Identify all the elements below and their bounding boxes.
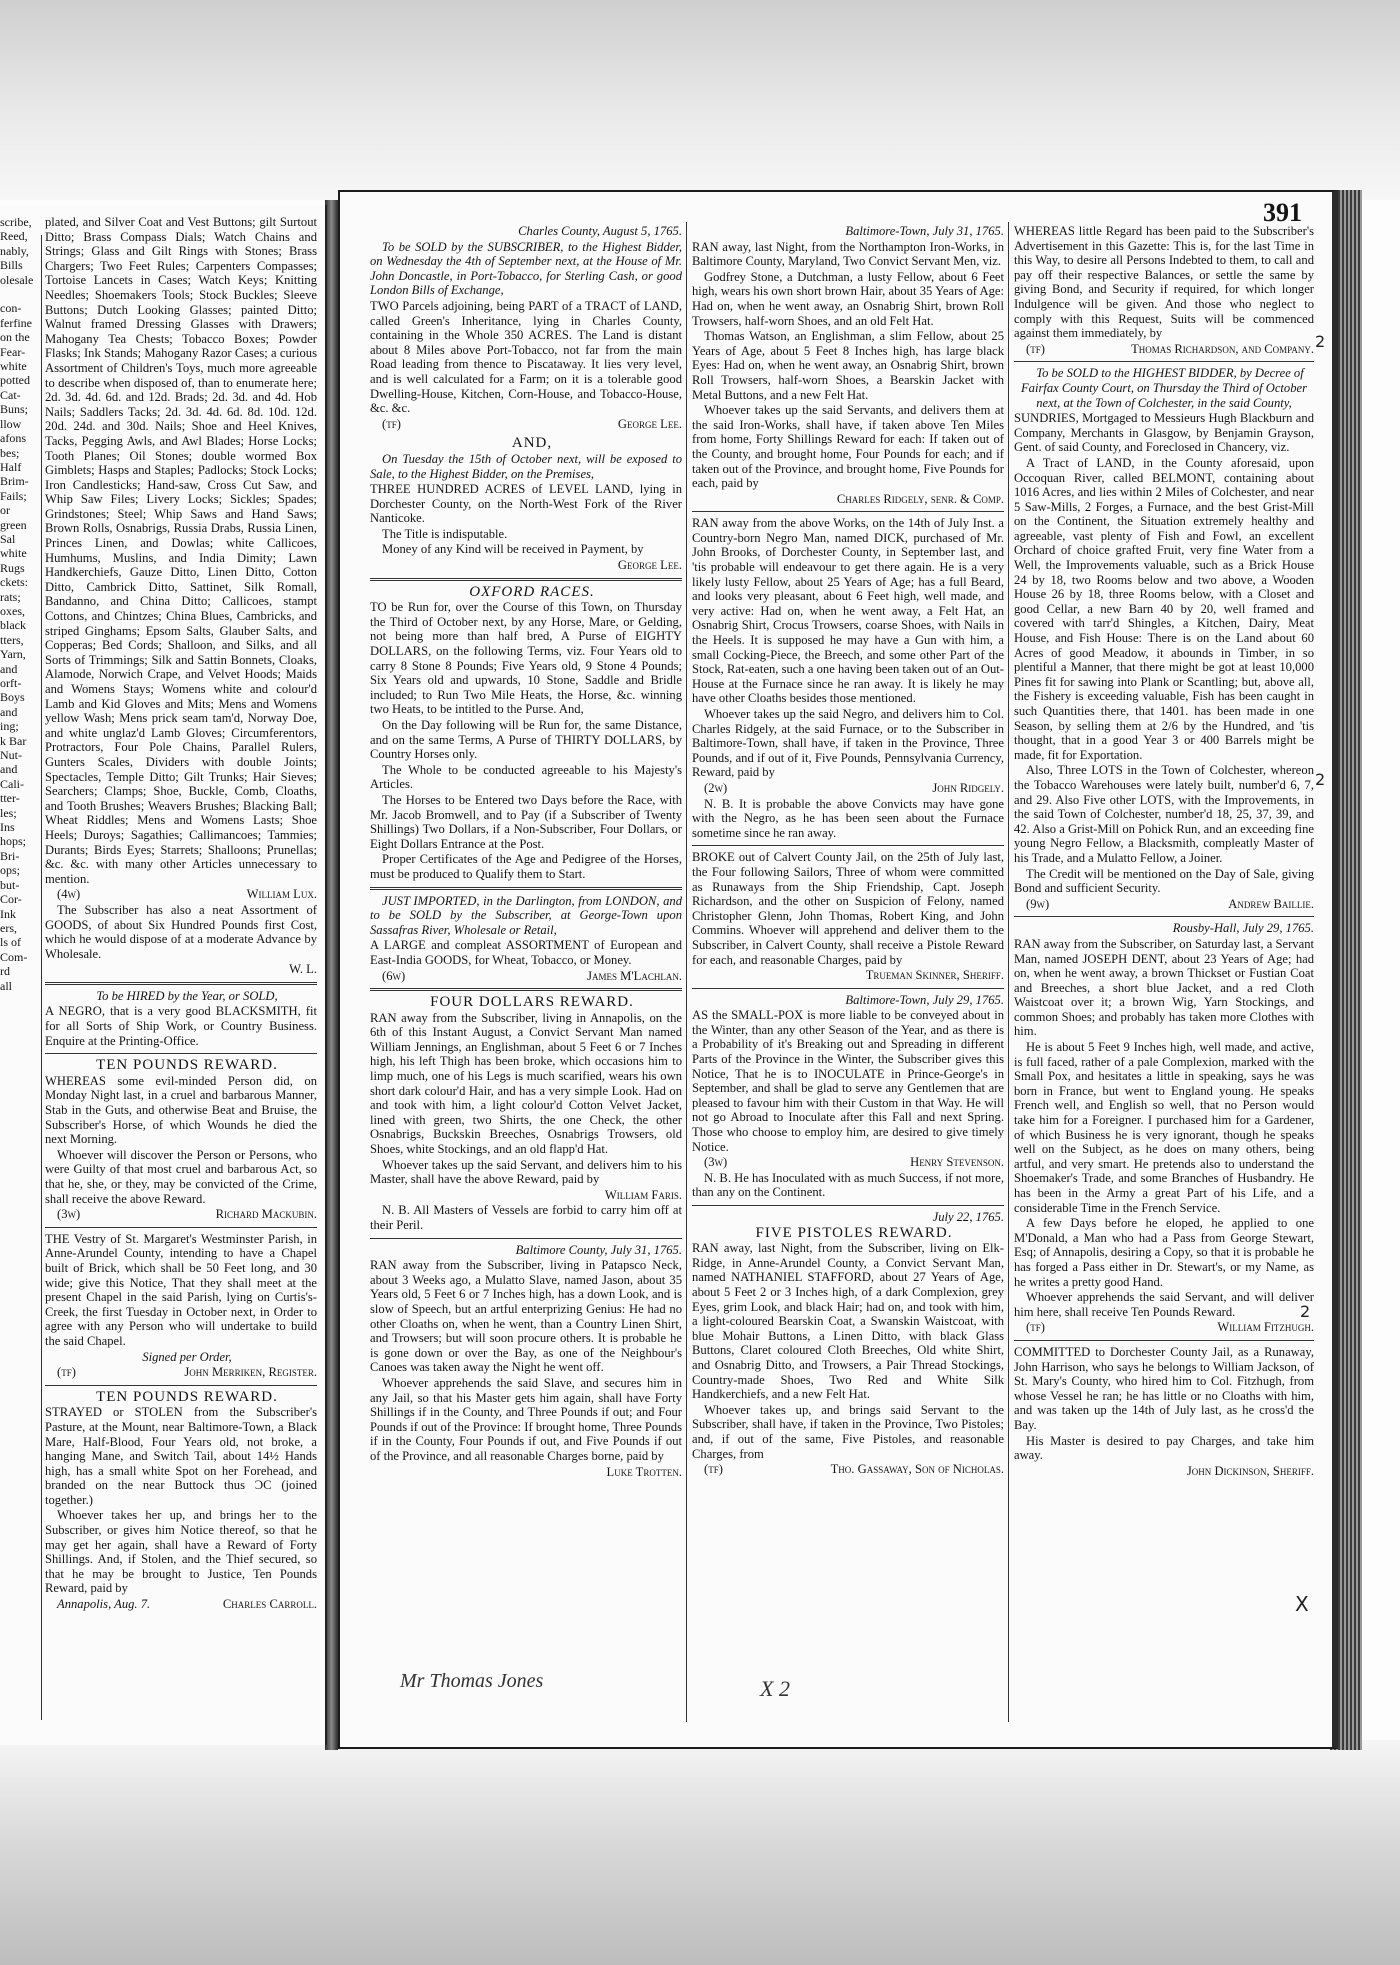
signature: W. L. (289, 962, 317, 977)
cut-off-fragment: Rugs (0, 560, 25, 575)
ad-text: RAN away from the Subscriber, living in Annapolis, on the 6th of this Instant August, a Convict Servant Man named William Jennings, an Englishman, about 5 Feet 6 or 7 Inches high, his left Thigh has been broke, which occasions him to limp much, one of his Legs is much scarified, wears his own short dark colour'd Hair, and has a very simple Look. Had on and took with him, a light colour'd Cotton Velvet Jacket, lined with green, two Shirts, the one Check, the other Osnabrigs, Buckskin Breeches, Osnabrigs Trowsers, old Shoes, white Stockings, and an old flapp'd Hat. (370, 1010, 682, 1157)
small-pox-ad (692, 993, 1004, 1200)
ad-mark: (2w) (704, 780, 728, 795)
cut-off-fragment: Reed, (0, 229, 28, 244)
dateline: Charles County, August 5, 1765. (518, 224, 682, 238)
cut-off-fragment: black (0, 618, 26, 633)
divider (692, 511, 1004, 512)
richardson-notice-ad (1014, 224, 1314, 356)
cut-off-fragment: rd (0, 964, 10, 979)
dateline: July 22, 1765. (932, 1210, 1004, 1224)
cut-off-fragment: Cat- (0, 387, 21, 402)
cut-off-fragment: Fear- (0, 344, 26, 359)
cut-off-fragment: llow (0, 416, 22, 431)
charles-county-land-ad (370, 224, 682, 431)
cut-off-fragment: Boys (0, 690, 25, 705)
baltimore-county-slave-ad (370, 1243, 682, 1480)
ad-heading: To be SOLD to the HIGHEST BIDDER, by Decree of Fairfax County Court, on Thursday the Third of October next, at the Town of Colchester, in the said County, (1020, 366, 1308, 410)
ad-mark: (3w) (57, 1207, 81, 1222)
lux-goods-ad (45, 215, 317, 977)
cut-off-fragment: and (0, 661, 18, 676)
ad-text: Whoever will discover the Person or Persons, who were Guilty of that most cruel and barbarous Act, so that he, she, or they, may be convicted of the Crime, shall receive the above Reward. (45, 1147, 317, 1206)
cut-off-fragment: afons (0, 431, 26, 446)
divider (1014, 1340, 1314, 1341)
hire-ad (45, 989, 317, 1048)
ad-text: The Subscriber has also a neat Assortment of GOODS, of about Six Hundred Pounds first Cost, which he would dispose of at a moderate Advance by Wholesale. (45, 902, 317, 961)
cut-off-fragment: con- (0, 301, 22, 316)
cut-off-fragment: hops; (0, 834, 27, 849)
ad-text: The Whole to be conducted agreeable to his Majesty's Articles. (370, 762, 682, 792)
ad-title: FIVE PISTOLES REWARD. (755, 1224, 953, 1241)
signature: Charles Carroll. (222, 1597, 317, 1612)
ad-text: Godfrey Stone, a Dutchman, a lusty Fellow, about 6 Feet high, wears his own short brown Hair, about 35 Years of Age: Had on, when he went away, an Osnabrig Shirt, brown Roll Trowsers, half-worn Shoes, and an old Felt Hat. (692, 269, 1004, 328)
signature: Andrew Baillie. (1228, 896, 1314, 911)
cut-off-fragment: Ins (0, 820, 15, 835)
ad-text: A Tract of LAND, in the County aforesaid, upon Occoquan River, called BELMONT, containing about 1016 Acres, and lies within 2 Miles of Colchester, and near 5 Saw-Mills, 2 Forges, a Furnace, and the best Grist-Mill on the Continent, the Situation extremely healthy and agreeable, vast plenty of Fish and Fowl, an excellent Orchard of choice grafted Fruit, very fine Water from a Well, the Improvements valuable, such as a Brick House 24 by 18, two Rooms below and two above, a Wooden House 26 by 18, three Rooms below, with a Closet and good Cellar, a new Barn 40 by 20, well framed and covered with tarr'd Shingles, a Kitchen, Dairy, Meat House, and Fish House: There is on the Land about 60 Acres of good Meadow, it abounds in Timber, in so plentiful a Manner, that there might be got at least 10,000 Pines fit for sawing into Plank or Scantling; but, above all, the Fishery is exceeding valuable, Fish has been caught in such Quantities there, that 1401. has been made in one Season, by selling them at 2/6 by the Hundred, and 'tis thought, that in a good Year 3 or 400 Barrels might be made, fit for Exportation. (1014, 455, 1314, 762)
ad-text: RAN away, last Night, from the Northampton Iron-Works, in Baltimore County, Maryland, Two Convict Servant Men, viz. (692, 239, 1004, 269)
page-number: 391 (1263, 198, 1302, 227)
ad-mark: (tf) (704, 1462, 723, 1477)
cut-off-fragment: Com- (0, 949, 28, 964)
cut-off-fragment: ckets: (0, 575, 28, 590)
signature: William Lux. (246, 887, 317, 902)
cut-off-fragment: tter- (0, 791, 20, 806)
ad-heading: JUST IMPORTED, in the Darlington, from LONDON, and to be SOLD by the Subscriber, at George-Town upon Sassafras River, Wholesale or Retail, (370, 893, 682, 937)
four-dollars-reward-ad (370, 995, 682, 1233)
ad-text: The Credit will be mentioned on the Day of Sale, giving Bond and sufficient Security. (1014, 866, 1314, 896)
signature: Tho. Gassaway, Son of Nicholas. (830, 1462, 1004, 1477)
cut-off-fragment: on the (0, 330, 30, 345)
right-page (338, 190, 1338, 1749)
imported-goods-ad (370, 894, 682, 984)
ad-text: A LARGE and compleat ASSORTMENT of European and East-India GOODS, for Wheat, Tobacco, or Money. (370, 938, 682, 967)
signature: William Fitzhugh. (1217, 1320, 1314, 1335)
ad-text: Proper Certificates of the Age and Pedigree of the Horses, must be produced to Qualify them to Start. (370, 852, 682, 881)
margin-mark: 2 (1300, 1302, 1311, 1321)
signature: Henry Stevenson. (910, 1155, 1004, 1170)
oxford-races-ad (370, 585, 682, 882)
cut-off-fragment: Bri- (0, 848, 20, 863)
ad-text: Whoever takes her up, and brings her to the Subscriber, or gives him Notice thereof, so that he may get her again, shall have a Reward of Forty Shillings. And, if Stolen, and the Thief secured, so that he may be brought to Justice, Ten Pounds Reward, paid by (45, 1508, 317, 1596)
ad-title: AND, (511, 435, 553, 452)
column-rule (41, 235, 42, 1720)
ad-text: TO be Run for, over the Course of this Town, on Thursday the Third of October next, by any Horse, Mare, or Gelding, not being more than half bred, A Purse of EIGHTY DOLLARS, on the following Terms, viz. Four Years old to carry 8 Stone 8 Pounds; Five Years old, 9 Stone 4 Pounds; Six Years old and upwards, 10 Stone, Saddle and Bridle included; to Run Two Mile Heats, the Horse, &c. winning two Heats, to be intitled to the Purse. And, (370, 600, 682, 717)
ad-text: Whoever takes up the said Servant, and delivers him to his Master, shall have the above Reward, paid by (370, 1157, 682, 1187)
cut-off-fragment: and (0, 762, 18, 777)
divider (45, 1227, 317, 1228)
column-two (692, 224, 1004, 1722)
divider (45, 982, 317, 985)
cut-off-fragment: Half (0, 459, 22, 474)
divider (370, 1238, 682, 1239)
divider (692, 988, 1004, 989)
ad-text: TWO Parcels adjoining, being PART of a TRACT of LAND, called Green's Inheritance, lying in Charles County, containing in the Whole 350 ACRES. The Land is distant about 8 Miles above Port-Tobacco, not far from the main Road leading from thence to Piscataway. It lies very level, and is well calculated for a Farm; on it is a tolerable good Dwelling-House, Kitchen, Corn-House, and Tobacco-House, &c. &c. (370, 298, 682, 416)
cut-off-fragment: olesale (0, 272, 34, 287)
cut-off-fragment: ls of (0, 935, 21, 950)
cut-off-fragment: Brim- (0, 474, 29, 489)
cut-off-fragment: orft- (0, 676, 22, 690)
dick-runaway-ad (692, 516, 1004, 840)
cut-off-fragment: Cali- (0, 776, 24, 791)
signature: John Ridgely. (932, 780, 1004, 795)
ad-mark: (6w) (382, 968, 406, 983)
cut-off-fragment: Cor- (0, 892, 22, 907)
ad-text: RAN away from the Subscriber, on Saturday last, a Servant Man, named JOSEPH DENT, about 23 Years of Age; had on, when he went away, a brown Thickset or Fustian Coat and Breeches, a short blue Jacket, and a red Cloth Waistcoat over it; a brown Wig, Yarn Stockings, and common Shoes; and probably has taken more Clothes with him. (1014, 936, 1314, 1039)
cut-off-fragment: nably, (0, 243, 29, 258)
cut-off-fragment: white (0, 359, 27, 374)
signature: John Dickinson, Sheriff. (1186, 1463, 1314, 1478)
divider (692, 845, 1004, 846)
ad-text: Whoever takes up the said Servants, and delivers them at the said Iron-Works, shall have, if taken above Ten Miles from home, Forty Shillings Reward for each: If taken out of the County, and brought home, Four Pounds for each; and if taken out of the Province, and brought home, Five Pounds for each, paid by (692, 403, 1004, 491)
ad-note: N. B. It is probable the above Convicts may have gone with the Negro, as he has been seen about the Furnace sometime since he ran away. (692, 796, 1004, 840)
ad-text: WHEREAS little Regard has been paid to the Subscriber's Advertisement in this Gazette: This is, for the last Time in this Way, to desire all Persons Indebted to them, to call and pay off their respective Balances, or settle the same by giving Bond, and Security if required, for which longer Indulgence will be given. And those who neglect to comply with this Request, Suits will be commenced against them immediately, by (1014, 224, 1314, 341)
scan-shadow-bottom (0, 1740, 1400, 1965)
cut-off-fragment: Bills (0, 258, 23, 273)
column-three (1014, 224, 1314, 1722)
ad-text: He is about 5 Feet 9 Inches high, well made, and active, is full faced, rather of a pale Complexion, marked with the Small Pox, and hesitates a little in speaking, says he was born in France, but went to England young. He speaks French well, and English so well, that no Person would take him for a Foreigner. I purchased him for a Gardener, of which Business he is very ignorant, though he speaks well on the Subject, as he does on many others, being artful, and very smart. He pretends also to understand the Shoemaker's Trade, and some Branches of Husbandry. He has been in the Army a great Part of his Life, and a considerable Time in the French Service. (1014, 1040, 1314, 1215)
ad-text: COMMITTED to Dorchester County Jail, as a Runaway, John Harrison, who says he belongs to William Jackson, of St. Mary's County, who hired him to Col. Fitzhugh, from whose Vessel he ran; he has little or no Cloaths with him, and was taken up the 14th of July last, as he cross'd the Bay. (1014, 1344, 1314, 1432)
dateline: Baltimore-Town, July 29, 1765. (845, 992, 1004, 1007)
ad-text: RAN away from the Subscriber, living in Patapsco Neck, about 3 Weeks ago, a Mulatto Slave, named Jason, about 35 Years old, 5 Feet 6 or 7 Inches high, has a down Look, and is slow of Speech, but an artful enterprizing Genius: He had no other Cloaths on, when he went, than a Country Linen Shirt, and Trowsers; but will soon procure others. It is probable he is gone down or over the Bay, as one of the Neighbour's Canoes was taken away the Night he went off. (370, 1258, 682, 1375)
dateline: Baltimore-Town, July 31, 1765. (845, 224, 1004, 238)
column-one (370, 224, 682, 1722)
ad-note: N. B. He has Inoculated with as much Success, if not more, than any on the Continent. (692, 1170, 1004, 1200)
signature: George Lee. (617, 558, 682, 573)
ad-text: Money of any Kind will be received in Payment, by (382, 542, 644, 557)
ad-text: Whoever takes up the said Negro, and delivers him to Col. Charles Ridgely, at the said Furnace, or to the Subscriber in Baltimore-Town, shall have, if taken in the Province, Three Pounds, and if out of it, Five Pounds, Pennsylvania Currency, Reward, paid by (692, 707, 1004, 780)
dateline: Baltimore County, July 31, 1765. (515, 1242, 682, 1257)
five-pistoles-reward-ad (692, 1210, 1004, 1477)
ad-text: The Title is indisputable. (382, 526, 508, 541)
ad-text: Whoever apprehends the said Servant, and will deliver him here, shall receive Ten Pounds Reward. (1014, 1290, 1314, 1319)
ad-text: AS the SMALL-POX is more liable to be conveyed about in the Winter, than any other Season of the Year, and as there is a Probability of it's Breaking out and Spreading in different Parts of the Province in the Winter, the Subscriber gives this Notice, That he is to INOCULATE in Prince-George's in September, and shall be glad to serve any Gentlemen that are pleased to favour him with their Custom in that Way. He will not go Abroad to Inoculate after this Fall and next Spring. Those who choose to employ him, are desired to give timely Notice. (692, 1008, 1004, 1154)
cut-off-column (0, 215, 38, 1725)
signature: John Merriken, Register. (184, 1365, 317, 1380)
divider (370, 988, 682, 991)
ad-text: THE Vestry of St. Margaret's Westminster Parish, in Anne-Arundel County, intending to have a Chapel built of Brick, which shall be 50 Feet long, and 30 wide; give this Notice, That they shall meet at the present Chapel in the said Parish, lying on Curtis's-Creek, the first Tuesday in October next, in Order to agree with any Person who will undertake to build the said Chapel. (45, 1231, 317, 1348)
ad-text: His Master is desired to pay Charges, and take him away. (1014, 1433, 1314, 1463)
ad-text: Also, Three LOTS in the Town of Colchester, whereon the Tobacco Warehouses were lately built, number'd 6, 7, and 29. Also Five other LOTS, with the Improvements, in the said Town of Colchester, number'd 18, 25, 37, 39, and 42. Also a Grist-Mill on Pohick Run, and an exceeding fine young Negro Fellow, a Blacksmith, compleatly Master of his Trade, and a Mulatto Fellow, a Joiner. (1014, 763, 1314, 865)
cut-off-fragment: rats; (0, 589, 21, 604)
ad-text: Signed per Order, (142, 1349, 232, 1364)
divider (692, 1205, 1004, 1206)
cut-off-fragment (0, 287, 38, 301)
handwritten-name: Mr Thomas Jones (400, 1670, 544, 1692)
cut-off-fragment: tters, (0, 632, 24, 647)
ad-title: TEN POUNDS REWARD. (96, 1057, 278, 1074)
cut-off-fragment: ing; (0, 719, 19, 734)
signature: George Lee. (617, 416, 682, 431)
left-page-column (45, 215, 317, 1725)
ad-text: Whoever apprehends the said Slave, and secures him in any Jail, so that his Master gets him again, shall have Forty Shillings if in the County, and Three Pounds if out; and Four Pounds if out of the Province: If brought home, Three Pounds if in the County, Four Pounds if out, and Five Pounds if out of the Province, and all reasonable Charges borne, paid by (370, 1375, 682, 1463)
divider (1014, 916, 1314, 917)
ad-text: Thomas Watson, an Englishman, a slim Fellow, about 25 Years of Age, about 5 Feet 8 Inches high, has large black Eyes: Had on, when he went away, an Osnabrig Shirt, brown Roll Trowsers, half-worn Shoes, a Bearskin Jacket with Metal Buttons, and a new Felt Hat. (692, 329, 1004, 402)
margin-mark: 2 (1315, 770, 1326, 789)
ad-text: RAN away from the above Works, on the 14th of July Inst. a Country-born Negro Man, named DICK, purchased of Mr. John Brooks, of Dorchester County, in September last, and 'tis probable will endeavour to get there again. He is a very likely lusty Fellow, about 25 Years of Age; has a full Beard, and looks very pleasant, about 6 Feet high, well made, and very active: Had on, when he went away, a Felt Hat, an Osnabrig Shirt, Crocus Trowsers, coarse Shoes, with Nails in the Heels. It is supposed he may have a Gun with him, a small Cocking-Piece, the Breech, and some other Part of the Stock, Rat-eaten, such a one having been taken out of an Out-House at the Furnace since he ran away. It is likely he may have other Cloaths besides those mentioned. (692, 516, 1004, 706)
divider (45, 1053, 317, 1054)
handwritten-mark: X 2 (760, 1676, 790, 1701)
ad-title: TEN POUNDS REWARD. (96, 1388, 278, 1405)
column-rule (686, 222, 687, 1722)
cut-off-fragment: bes; (0, 445, 20, 460)
cut-off-fragment: but- (0, 877, 20, 892)
cut-off-fragment: ops; (0, 863, 21, 878)
ad-text: A few Days before he eloped, he applied to one M'Donald, a Man who had a Pass from George Stewart, Esq; of Annapolis, desiring a Copy, so that it is probable he has forged a Pass either in Dr. Stewart's, or my Name, as he writes a pretty good Hand. (1014, 1216, 1314, 1289)
cut-off-fragment: and (0, 704, 18, 719)
ad-text: On the Day following will be Run for, the same Distance, and on the same Terms, A Purse of THIRTY DOLLARS, by Country Horses only. (370, 718, 682, 762)
signature: Richard Mackubin. (215, 1207, 317, 1222)
cut-off-fragment: les; (0, 805, 17, 820)
signature: Luke Trotten. (606, 1464, 682, 1479)
signature: Thomas Richardson, and Company. (1131, 341, 1314, 356)
signature: James M'Lachlan. (587, 968, 682, 983)
dateline: Rousby-Hall, July 29, 1765. (1172, 921, 1314, 936)
committed-notice-ad (1014, 1345, 1314, 1478)
signature: Trueman Skinner, Sheriff. (865, 968, 1004, 983)
ad-text: A NEGRO, that is a very good BLACKSMITH, fit for all Sorts of Ship Work, or Country Business. Enquire at the Printing-Office. (45, 1004, 317, 1048)
northampton-runaways-ad (692, 224, 1004, 506)
cut-off-fragment: Sal (0, 531, 16, 546)
divider (370, 887, 682, 890)
ad-text: BROKE out of Calvert County Jail, on the 25th of July last, the Four following Sailors, Three of whom were committed as Runaways from the Ship Friendship, Capt. Joseph Richardson, and the other on Suspicion of Felony, named Christopher Glenn, John Thomas, Robert King, and John Commins. Whoever will apprehend and deliver them to the Subscriber, in Calvert County, shall receive a Pistole Reward for each, and reasonable Charges, paid by (692, 850, 1004, 967)
ad-mark: (tf) (1026, 341, 1045, 356)
ad-note: N. B. All Masters of Vessels are forbid to carry him off at their Peril. (370, 1203, 682, 1232)
ad-text: RAN away, last Night, from the Subscriber, living on Elk-Ridge, in Anne-Arundel County, a Convict Servant Man, named NATHANIEL STAFFORD, about 27 Years of Age, about 5 Feet 2 or 3 Inches high, of a dark Complexion, grey Eyes, grim Look, and black Hair; had on, and took with him, a light-coloured Bearskin Coat, a Swanskin Waistcoat, with blue Mohair Buttons, a Linen Ditto, with black Glass Buttons, Claret coloured Cloth Breeches, Old white Shirt, and Osnabrig Ditto, and Trowsers, a Pair Thread Stockings, Country-made Shoes, Two Red and White Silk Handkerchiefs, and a new Felt Hat. (692, 1241, 1004, 1402)
ad-mark: (tf) (1026, 1320, 1045, 1335)
vestry-ad (45, 1232, 317, 1380)
cut-off-fragment: white (0, 546, 27, 561)
dorchester-land-ad (370, 436, 682, 572)
cut-off-fragment: Yarn, (0, 647, 26, 662)
ad-text: Whoever takes up, and brings said Servant to the Subscriber, shall have, if taken in the Province, Two Pistoles; and, if out of the same, Five Pistoles, and reasonable Charges, from (692, 1402, 1004, 1461)
ad-mark: (tf) (57, 1365, 76, 1380)
scan-shadow-top (0, 0, 1400, 200)
ad-title: FOUR DOLLARS REWARD. (430, 994, 634, 1011)
column-rule (1008, 222, 1009, 1722)
ad-mark: (3w) (704, 1155, 728, 1170)
ad-title: OXFORD RACES. (469, 583, 595, 600)
ad-text: WHEREAS some evil-minded Person did, on Monday Night last, in a cruel and barbarous Manner, Stab in the Guts, and otherwise Beat and Bruise, the Subscriber's Horse, of which Wounds he died the next Morning. (45, 1073, 317, 1147)
cut-off-fragment: Ink (0, 906, 16, 921)
ad-mark: (9w) (1026, 896, 1050, 911)
divider (1014, 361, 1314, 362)
ad-text: The Horses to be Entered two Days before the Race, with Mr. Jacob Bromwell, and to Pay (if a Subscriber of Twenty Shillings) Two Dollars, if a Non-Subscriber, Four Dollars, or Eight Dollars Entrance at the Post. (370, 792, 682, 851)
cut-off-fragment: Nut- (0, 748, 22, 763)
ad-text: SUNDRIES, Mortgaged to Messieurs Hugh Blackburn and Company, Merchants in Glasgow, by Benjamin Grayson, Gent. of said County, and Foreclosed in Chancery, viz. (1014, 411, 1314, 455)
margin-mark: X (1295, 1592, 1309, 1616)
cut-off-fragment: ferfine (0, 315, 32, 330)
cut-off-fragment: Buns; (0, 402, 29, 417)
left-page (0, 205, 327, 1745)
goods-list: plated, and Silver Coat and Vest Buttons; gilt Surtout Ditto; Brass Compass Dials; Watch Chains and Strings; Glass and Gilt Rings with Stones; Brass Chargers; Two Feet Rules; Carpenters Compasses; Tortoise Lancets in Cases; Watch Keys; Knitting Needles; Shoemakers Tools; Stock Buckles; Sleeve Buttons; Dutch Looking Glasses; painted Ditto; Walnut framed Dressing Glasses with Drawers; Mahogany Tea Chests; Tobacco Boxes; Powder Flasks; Ink Stands; Mahogany Razor Cases; a curious Assortment of Children's Toys, much more agreeable to describe when disposed of, than to enumerate here; 2d. 3d. 4d. 6d. and 12d. Brads; 2d. 3d. and 4d. Hob Nails; Saddlers Tacks; 2d. 3d. 4d. 6d. 8d. 10d. 12d. 20d. 24d. and 30d. Nails; Shoe and Heel Knives, Tacks, Pegging Awls, and Awl Blades; Horse Locks; Tooth Planes; Oil Stones; double wormed Box Gimblets; Hasps and Staples; Padlocks; Stock Locks; Iron Candlesticks; Hand-saw, Cross Cut Saw, and Whip Saw Files; Livery Locks; Sickles; Spades; Grindstones; Steel; Whip Saws and Hand Saws; Brown Rolls, Osnabrigs, Russia Drabs, Russia Linen, Princes Linen, and Dowlas; white Callicoes, Humhums, Muslins, and India Dimity; Lawn Handkerchiefs, Gauze Ditto, Linen Ditto, Cotton Ditto, Cambrick Ditto, Sattinet, Silk Romall, Bandanno, and China Ditto; Callicoes, stampt Cottons, and Chintzes; China Blues, Cambricks, and striped Ginghams; Epsom Salts, Glauber Salts, and Copperas; Bed Cords; Shalloon, and Silks, and all Sorts of Trimmings; Silk and Sattin Bonnets, Cloaks, Alamode, Norwich Crape, and Velvet Hoods; Maids and Womens Stays; Womens white and colour'd Lamb and Kid Gloves and Mits; Mens and Womens yellow Wash; Mens prick seam tam'd, Norway Doe, and white unglaz'd Lamb Gloves; Circumferentors, Protractors, Four Pole Chains, Parallel Rulers, Gunters Scales, Dividers with double Joints; Spectacles, Temple Ditto; Gilt Trunks; Hair Sieves; Searchers; Clamps; Shoe, Buckle, Comb, Cloaths, and Tooth Brushes; Weavers Brushes; Blacking Ball; Wheat Riddles; Mens and Womens Lasts; Shoe Heels; Duroys; Sagathies; Callimancoes; Tammies; Durants; Birds Eyes; Starrets; Shalloons; Prunellas; &c. &c. with many other Articles unnecessary to mention. (45, 215, 317, 886)
rousby-hall-runaway-ad (1014, 921, 1314, 1335)
margin-mark: 2 (1315, 332, 1326, 351)
ad-place: Annapolis, Aug. 7. (57, 1597, 151, 1612)
ad-heading: To be HIRED by the Year, or SOLD, (96, 988, 278, 1003)
cut-off-fragment: all (0, 978, 12, 993)
cut-off-fragment: potted (0, 373, 30, 388)
ad-mark: (4w) (57, 887, 81, 902)
reward-ad-mackubin (45, 1058, 317, 1222)
cut-off-fragment: oxes, (0, 603, 25, 618)
ad-text: THREE HUNDRED ACRES of LEVEL LAND, lying in Dorchester County, on the North-West Fork of the River Nanticoke. (370, 482, 682, 526)
cut-off-fragment: k Bar (0, 733, 27, 748)
cut-off-fragment: Fails; (0, 488, 27, 503)
cut-off-fragment: scribe, (0, 215, 32, 229)
reward-ad-carroll (45, 1390, 317, 1612)
cut-off-fragment: green (0, 517, 27, 532)
signature: William Faris. (604, 1187, 682, 1202)
ad-mark: (tf) (382, 416, 401, 431)
ad-heading: On Tuesday the 15th of October next, will be exposed to Sale, to the Highest Bidder, on the Premises, (370, 451, 682, 481)
cut-off-fragment: ers, (0, 920, 17, 935)
calvert-jail-ad (692, 850, 1004, 982)
cut-off-fragment: or (0, 503, 10, 518)
belmont-sale-ad (1014, 366, 1314, 911)
divider (45, 1385, 317, 1386)
ad-heading: To be SOLD by the SUBSCRIBER, to the Highest Bidder, on Wednesday the 4th of September next, at the House of Mr. John Doncastle, in Port-Tobacco, for Sterling Cash, or good London Bills of Exchange, (370, 239, 682, 298)
divider (370, 578, 682, 581)
ad-text: STRAYED or STOLEN from the Subscriber's Pasture, at the Mount, near Baltimore-Town, a Black Mare, Half-Blood, Four Years old, not broke, a hanging Mane, and Switch Tail, about 14½ Hands high, has a small white Spot on her Forehead, and branded on the near Buttock thus ƆC (joined together.) (45, 1405, 317, 1507)
signature: Charles Ridgely, senr. & Comp. (836, 491, 1004, 506)
